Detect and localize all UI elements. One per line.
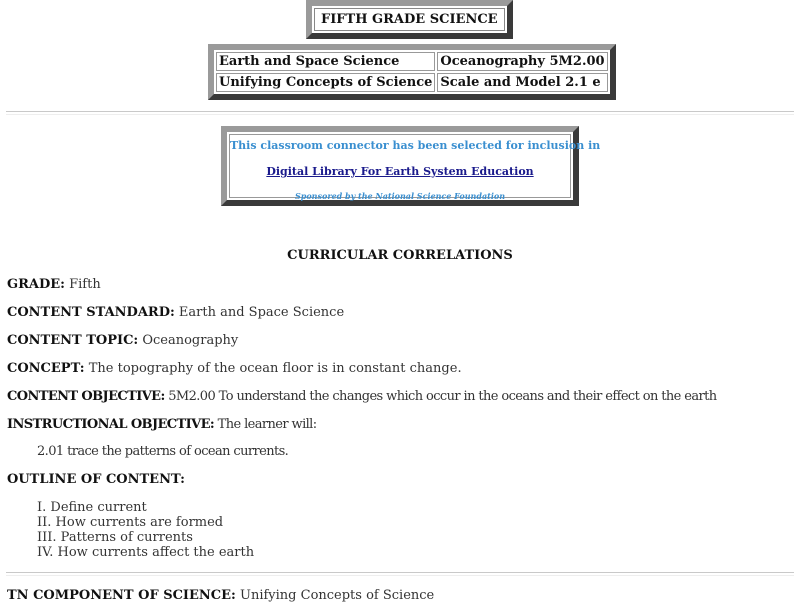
topics-frame [208, 44, 616, 100]
dlese-box [221, 126, 601, 206]
outline-field [7, 472, 185, 487]
field-label: CONTENT TOPIC: [7, 333, 139, 348]
horizontal-rule [6, 111, 794, 115]
list-item: I. Define current [37, 500, 147, 515]
list-item: II. How currents are formed [37, 515, 224, 530]
dlese-frame [221, 126, 601, 206]
table-cell: Unifying Concepts of Science [216, 73, 435, 92]
title-frame [306, 0, 513, 39]
page-title-box [306, 0, 513, 39]
content-objective-field [7, 389, 717, 404]
instructional-objective-field [7, 417, 317, 432]
table-cell: Oceanography 5M2.00 [437, 52, 607, 71]
dlese-content [229, 134, 601, 201]
field-value: Earth and Space Science [174, 305, 345, 320]
list-item: IV. How currents affect the earth [37, 545, 255, 560]
table-cell: Earth and Space Science [216, 52, 435, 71]
table-row [216, 52, 608, 71]
page-title: FIFTH GRADE SCIENCE [314, 8, 505, 31]
concept-field [7, 361, 462, 376]
field-value: The learner will: [214, 417, 317, 432]
tn-component-field [7, 588, 434, 603]
field-value: Fifth [64, 277, 101, 292]
field-label: CONTENT STANDARD: [7, 305, 175, 320]
section-heading: CURRICULAR CORRELATIONS [287, 248, 513, 263]
table-row [216, 73, 608, 92]
field-value: Oceanography [138, 333, 239, 348]
grade-field [7, 277, 101, 292]
field-value: The topography of the ocean floor is in constant change. [84, 361, 462, 376]
content-topic-field [7, 333, 238, 348]
outline-list [37, 500, 254, 560]
field-label: TN COMPONENT OF SCIENCE: [7, 588, 236, 603]
dlese-link[interactable]: Digital Library For Earth System Education [266, 165, 534, 178]
instructional-item: 2.01 trace the patterns of ocean currents. [37, 444, 289, 459]
list-item: III. Patterns of currents [37, 530, 193, 545]
field-label: CONCEPT: [7, 361, 85, 376]
topics-table-box [208, 44, 616, 104]
field-label: GRADE: [7, 277, 65, 292]
field-label: OUTLINE OF CONTENT: [7, 472, 185, 487]
sponsor-text: Sponsored by the National Science Foundation [294, 191, 506, 201]
field-label: INSTRUCTIONAL OBJECTIVE: [7, 417, 215, 432]
field-value: 5M2.00 To understand the changes which occur in the oceans and their effect on the earth [164, 389, 717, 404]
field-value: Unifying Concepts of Science [235, 588, 435, 603]
field-label: CONTENT OBJECTIVE: [7, 389, 165, 404]
dlese-notice: This classroom connector has been selected for inclusion in [230, 139, 601, 152]
content-standard-field [7, 305, 344, 320]
horizontal-rule [6, 572, 794, 576]
table-cell: Scale and Model 2.1 e [437, 73, 607, 92]
topics-table [214, 50, 610, 94]
